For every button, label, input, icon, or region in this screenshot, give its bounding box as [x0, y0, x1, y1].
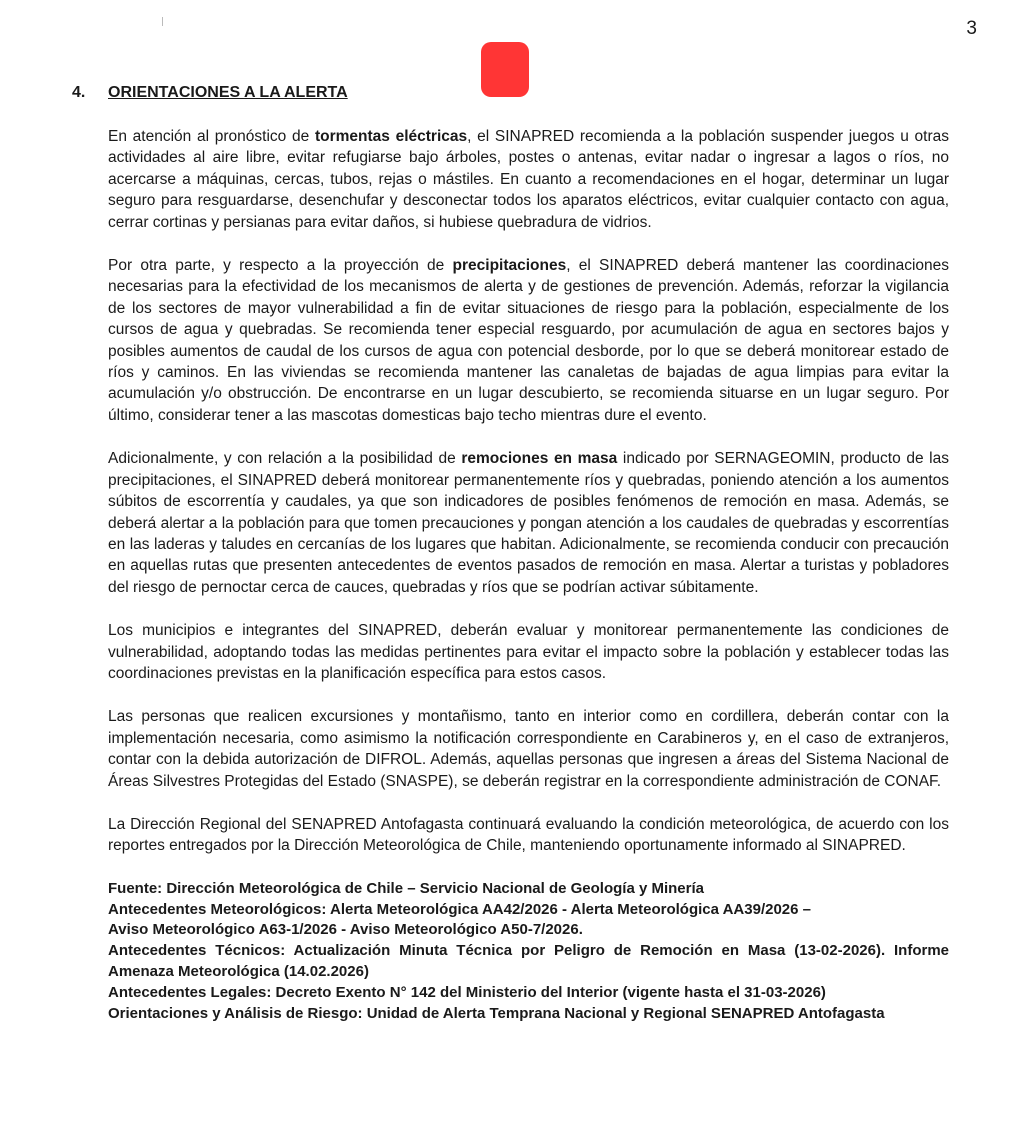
section-title: ORIENTACIONES A LA ALERTA: [108, 84, 348, 101]
paragraph-text: En atención al pronóstico de: [108, 128, 315, 145]
document-body: [108, 126, 949, 1024]
paragraph-text: , el SINAPRED deberá mantener las coordinaciones necesarias para la efectividad de los mecanismos de alerta y de gestiones de prevención. Además, reforzar la vigilancia de los sectores de mayor vulnerabilidad a fin de evitar situaciones de riesgo para la población, especialmente de los cursos de agua y quebradas. Se recomienda tener especial resguardo, por acumulación de agua en sectores bajos y posibles aumentos de caudal de los cursos de agua con potencial desborde, por lo que se deberá monitorear estado de ríos y caminos. En las viviendas se recomienda mantener las canaletas de bajadas de agua limpias para evitar la acumulación y/o obstrucción. De encontrarse en un lugar descubierto, se recomienda situarse en un lugar seguro. Por último, considerar tener a las mascotas domesticas bajo techo mientras dure el evento.: [108, 257, 949, 424]
source-line: Antecedentes Legales: Decreto Exento N° 142 del Ministerio del Interior (vigente hasta el 31-03-2026): [108, 983, 826, 1001]
source-line: Fuente: Dirección Meteorológica de Chile – Servicio Nacional de Geología y Minería: [108, 879, 704, 897]
sources-block: [108, 879, 949, 1025]
paragraph-direccion-regional: La Dirección Regional del SENAPRED Antofagasta continuará evaluando la condición meteorológica, de acuerdo con los reportes entregados por la Dirección Meteorológica de Chile, manteniendo oportunamente informado al SINAPRED.: [108, 815, 949, 855]
source-line: Orientaciones y Análisis de Riesgo: Unidad de Alerta Temprana Nacional y Regional SENAPRED Antofagasta: [108, 1004, 885, 1022]
redaction-mark: [481, 42, 529, 97]
highlight-term: precipitaciones: [452, 257, 567, 275]
paragraph-text: Por otra parte, y respecto a la proyección de: [108, 257, 453, 275]
source-line: Aviso Meteorológico A63-1/2026 - Aviso Meteorológico A50-7/2026.: [108, 921, 583, 939]
highlight-term: remociones en masa: [461, 450, 618, 468]
paragraph-text: Adicionalmente, y con relación a la posibilidad de: [108, 450, 462, 468]
highlight-term: tormentas eléctricas: [314, 128, 468, 145]
paragraph-text: , el SINAPRED recomienda a la población suspender juegos u otras actividades al aire libre, evitar refugiarse bajo árboles, postes o antenas, evitar nadar o ingresar a lagos o ríos, no acercarse a máquinas, cercas, tubos, rejas o mástiles. En cuanto a recomendaciones en el hogar, determinar un lugar seguro para resguardarse, desenchufar y desconectar todos los aparatos eléctricos, evitar cualquier contacto con agua, cerrar cortinas y persianas para evitar daños, si hubiese quebradura de vidrios.: [108, 128, 949, 231]
source-line: Antecedentes Meteorológicos: Alerta Meteorológica AA42/2026 - Alerta Meteorológica AA39/2026 –: [108, 900, 811, 918]
section-heading: [72, 84, 348, 102]
scan-mark: [162, 17, 163, 26]
paragraph-municipios: Los municipios e integrantes del SINAPRED, deberán evaluar y monitorear permanentemente las condiciones de vulnerabilidad, adoptando todas las medidas pertinentes para evitar el impacto sobre la población y establecer todas las coordinaciones previstas en la planificación específica para estos casos.: [108, 622, 949, 682]
paragraph-tormentas: [108, 126, 949, 233]
paragraph-precipitaciones: [108, 255, 949, 426]
page-number: 3: [966, 18, 977, 39]
source-line: Antecedentes Técnicos: Actualización Minuta Técnica por Peligro de Remoción en Masa (13-02-2026). Informe Amenaza Meteorológica (14.02.2026): [108, 942, 949, 980]
paragraph-remociones: [108, 448, 949, 598]
section-number: 4.: [72, 84, 86, 101]
paragraph-text: indicado por SERNAGEOMIN, producto de las precipitaciones, el SINAPRED deberá monitorear permanentemente ríos y quebradas, poniendo atención a los aumentos súbitos de escorrentía y caudales, ya que son indicadores de posibles fenómenos de remoción en masa. Además, se deberá alertar a la población para que tomen precauciones y pongan atención a los caudales de quebradas y escorrentías en las laderas y taludes en cercanías de los lugares que habitan. Adicionalmente, se recomienda conducir con precaución en aquellas rutas que presenten antecedentes de eventos pasados de remoción en masa. Alertar a turistas y pobladores del riesgo de pernoctar cerca de cauces, quebradas y ríos que se podrían activar súbitamente.: [108, 450, 950, 596]
paragraph-excursiones: Las personas que realicen excursiones y montañismo, tanto en interior como en cordillera, deberán contar con la implementación necesaria, como asimismo la notificación correspondiente en Carabineros y, en el caso de extranjeros, contar con la debida autorización de DIFROL. Además, aquellas personas que ingresen a áreas del Sistema Nacional de Áreas Silvestres Protegidas del Estado (SNASPE), se deberán registrar en la correspondiente administración de CONAF.: [108, 708, 949, 790]
